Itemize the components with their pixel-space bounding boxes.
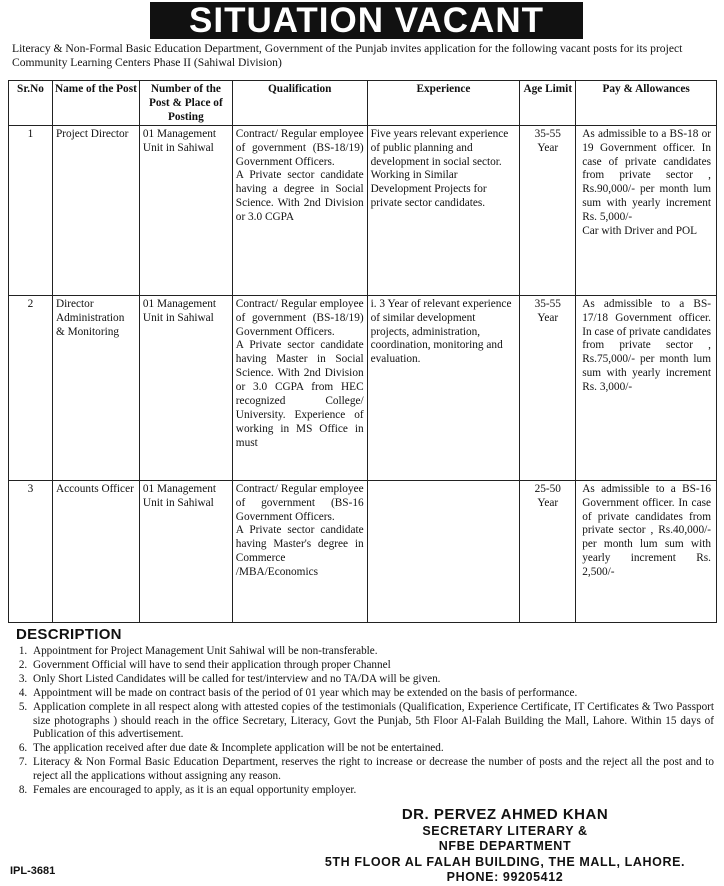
column-header: Qualification — [232, 81, 367, 126]
list-item: 1. Appointment for Project Management Unit Sahiwal will be non-transferable. — [30, 645, 714, 659]
list-item: 3. Only Short Listed Candidates will be called for test/interview and no TA/DA will be given. — [30, 673, 714, 687]
qualification-line: Contract/ Regular employee of government (BS-16 Government Officers. — [235, 482, 364, 523]
list-item: 7. Literacy & Non Formal Basic Education Department, reserves the right to increase or decrease the number of posts and the reject all the post and to reject all the applications without assigning any reason. — [30, 756, 714, 784]
post-age: 35-55 Year — [520, 295, 576, 480]
qualification-line: A Private sector candidate having a degree in Social Science. With 2nd Division or 3.0 CGPA — [235, 169, 364, 224]
post-age: 35-55 Year — [520, 125, 576, 295]
page-title: SITUATION VACANT — [150, 2, 583, 39]
post-posting: 01 Management Unit in Sahiwal — [139, 295, 232, 480]
post-pay — [576, 295, 717, 480]
signatory-address: 5TH FLOOR AL FALAH BUILDING, THE MALL, LAHORE. — [324, 854, 686, 869]
table-row — [9, 480, 717, 622]
post-pay — [576, 125, 717, 295]
experience-line: i. 3 Year of relevant experience of similar development projects, administration, coordination, monitoring and evaluation. — [370, 297, 512, 366]
signatory-department: NFBE DEPARTMENT — [438, 839, 572, 854]
post-age: 25-50 Year — [520, 480, 576, 622]
post-qualification — [232, 295, 367, 480]
post-experience — [367, 125, 520, 295]
sr-no: 1 — [9, 125, 53, 295]
list-item: 2. Government Official will have to send their application through proper Channel — [30, 659, 714, 673]
intro-text: Literacy & Non-Formal Basic Education Department, Government of the Punjab invites application for the following vacant posts for its project Community Learning Centers Phase II (Sahiwal Division) — [12, 42, 683, 69]
experience-line: Working in Similar Development Projects for private sector candidates. — [370, 169, 487, 210]
list-item: 5. Application complete in all respect along with attested copies of the testimonials (Qualification, Experience Certificate, IT Certificates & Two Passport size photographs ) should reach in the office Secretary, Literacy, Govt the Punjab, 5th Floor Al-Falah Building the Mall, Lahore. Within 15 days of Publication of this advertisement. — [30, 701, 714, 743]
sr-no: 2 — [9, 295, 53, 480]
post-qualification — [232, 480, 367, 622]
list-item: 4. Appointment will be made on contract basis of the period of 01 year which may be extended on the basis of performance. — [30, 687, 714, 701]
signatory-name: DR. PERVEZ AHMED KHAN — [401, 806, 609, 823]
post-experience — [367, 295, 520, 480]
table-header-row — [9, 81, 717, 126]
post-qualification — [232, 125, 367, 295]
table-row — [9, 295, 717, 480]
post-posting: 01 Management Unit in Sahiwal — [139, 480, 232, 622]
post-name: Director Administration & Monitoring — [52, 295, 139, 480]
table-row — [9, 125, 717, 295]
post-experience — [367, 480, 520, 622]
signatory-title: SECRETARY LITERARY & — [422, 824, 588, 838]
signatory-block — [300, 806, 710, 885]
description-list — [10, 645, 714, 798]
qualification-line: Contract/ Regular employee of government (BS-18/19) Government Officers. — [235, 127, 364, 168]
vacancy-table — [8, 80, 717, 623]
experience-line: Five years relevant experience of public planning and development in social sector. — [370, 127, 509, 168]
qualification-line: A Private sector candidate having Master in Social Science. With 2nd Division or 3.0 CGPA from HEC recognized College/ University. Experience of working in MS Office in must — [235, 339, 364, 449]
post-posting: 01 Management Unit in Sahiwal — [139, 125, 232, 295]
qualification-line: A Private sector candidate having Master's degree in Commerce /MBA/Economics — [235, 524, 364, 579]
signatory-phone: PHONE: 99205412 — [446, 869, 564, 884]
sr-no: 3 — [9, 480, 53, 622]
pay-line: As admissible to a BS-17/18 Government officer. In case of private candidates from private sector , Rs.75,000/- per month lum sum with yearly increment Rs. 3,000/- — [582, 297, 711, 394]
qualification-line: Contract/ Regular employee of government (BS-18/19) Government Officers. — [235, 297, 364, 338]
column-header: Sr.No — [9, 81, 53, 126]
pay-line: As admissible to a BS-16 Government officer. In case of private candidates from private sector , Rs.40,000/- per month lum sum with yearly increment Rs. 2,500/- — [582, 482, 711, 579]
post-name: Project Director — [52, 125, 139, 295]
list-item: 6. The application received after due date & Incomplete application will be not be entertained. — [30, 742, 714, 756]
post-name: Accounts Officer — [52, 480, 139, 622]
column-header: Name of the Post — [52, 81, 139, 126]
description-section — [10, 626, 714, 798]
description-title: DESCRIPTION — [16, 626, 122, 643]
column-header: Pay & Allowances — [576, 81, 717, 126]
pay-line: As admissible to a BS-18 or 19 Government officer. In case of private candidates from private sector , Rs.90,000/- per month lum sum with yearly increment Rs. 5,000/- — [582, 127, 711, 224]
column-header: Number of the Post & Place of Posting — [139, 81, 232, 126]
column-header: Age Limit — [520, 81, 576, 126]
column-header: Experience — [367, 81, 520, 126]
post-pay — [576, 480, 717, 622]
list-item: 8. Females are encouraged to apply, as it is an equal opportunity employer. — [30, 784, 714, 798]
ad-reference: IPL-3681 — [10, 865, 56, 877]
pay-line: Car with Driver and POL — [582, 225, 698, 238]
